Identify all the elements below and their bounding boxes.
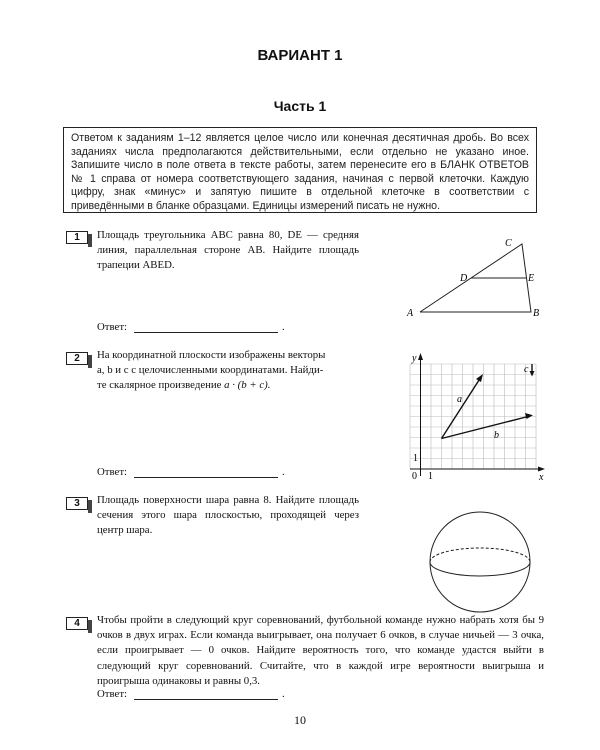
answer-dot-1: . (282, 321, 285, 333)
label-B: B (533, 308, 540, 319)
axis-label-x: x (539, 472, 544, 483)
vector-grid-figure (400, 348, 550, 483)
label-D: D (460, 273, 468, 284)
task-4-text: Чтобы пройти в следующий круг соревнований, футбольной команде нужно набрать хотя бы 9 очков в двух играх. Если команда выигрывает, она получает 6 очков, в случае ничьей — 3 очка, если проигрывает — 0 очков. Найдите вероятность того, что команде удастся выйти в следующий круг соревнований. Считайте, что в каждой игре вероятности выигрыша и проигрыша одинаковы и равны 0,3. (97, 614, 544, 687)
variant-title: ВАРИАНТ 1 (257, 47, 343, 64)
triangle-figure (400, 236, 550, 324)
answer-label-2: Ответ: (97, 466, 128, 478)
task-2-line-3-text: те скалярное произведение (97, 379, 222, 392)
task-number-4: 4 (66, 617, 88, 630)
label-vector-b: b (494, 430, 499, 441)
task-3-text: Площадь поверхности шара равна 8. Найдите площадь сечения этого шара плоскостью, проходящей через центр шара. (97, 494, 359, 537)
axis-label-y: y (412, 353, 417, 364)
answer-field-4[interactable] (134, 687, 278, 700)
page-number: 10 (294, 713, 306, 727)
answer-dot-2: . (282, 466, 285, 478)
label-E: E (528, 273, 535, 284)
task-2-text (97, 348, 359, 394)
dot-product-formula: a · (b + c). (224, 379, 271, 392)
sphere-figure (425, 510, 537, 614)
task-2-line-3 (97, 378, 359, 393)
task-number-2: 2 (66, 352, 88, 365)
label-vector-c: c (524, 364, 529, 375)
task-1-text: Площадь треугольника ABC равна 80, DE — средняя линия, параллельная стороне AB. Найдите площадь трапеции ABED. (97, 229, 359, 272)
answer-dot-4: . (282, 688, 285, 700)
tick-one-y: 1 (413, 453, 418, 464)
task-number-1: 1 (66, 231, 88, 244)
task-2-line-1: На координатной плоскости изображены векторы (97, 349, 326, 361)
part-title: Часть 1 (273, 98, 327, 114)
answer-label-1: Ответ: (97, 321, 128, 333)
instructions-box: Ответом к заданиям 1–12 является целое число или конечная десятичная дробь. Во всех заданиях числа предполагаются действительными, если отдельно не указано иное. Запишите число в поле ответа в тексте работы, затем перенесите его в БЛАНК ОТВЕТОВ № 1 справа от номера соответствующего задания, начиная с первой клеточки. Каждую цифру, знак «минус» и запятую пишите в отдельной клеточке в соответствии с приведёнными в бланке образцами. Единицы измерений писать не нужно. (63, 127, 537, 213)
answer-field-2[interactable] (134, 465, 278, 478)
task-number-3: 3 (66, 497, 88, 510)
label-A: A (407, 308, 414, 319)
label-C: C (505, 238, 512, 249)
task-2-line-2: a, b и c с целочисленными координатами. Найди- (97, 364, 324, 377)
tick-one-x: 1 (428, 471, 433, 482)
label-vector-a: a (457, 394, 462, 405)
answer-field-1[interactable] (134, 320, 278, 333)
origin-zero: 0 (412, 471, 417, 482)
answer-label-4: Ответ: (97, 688, 128, 700)
